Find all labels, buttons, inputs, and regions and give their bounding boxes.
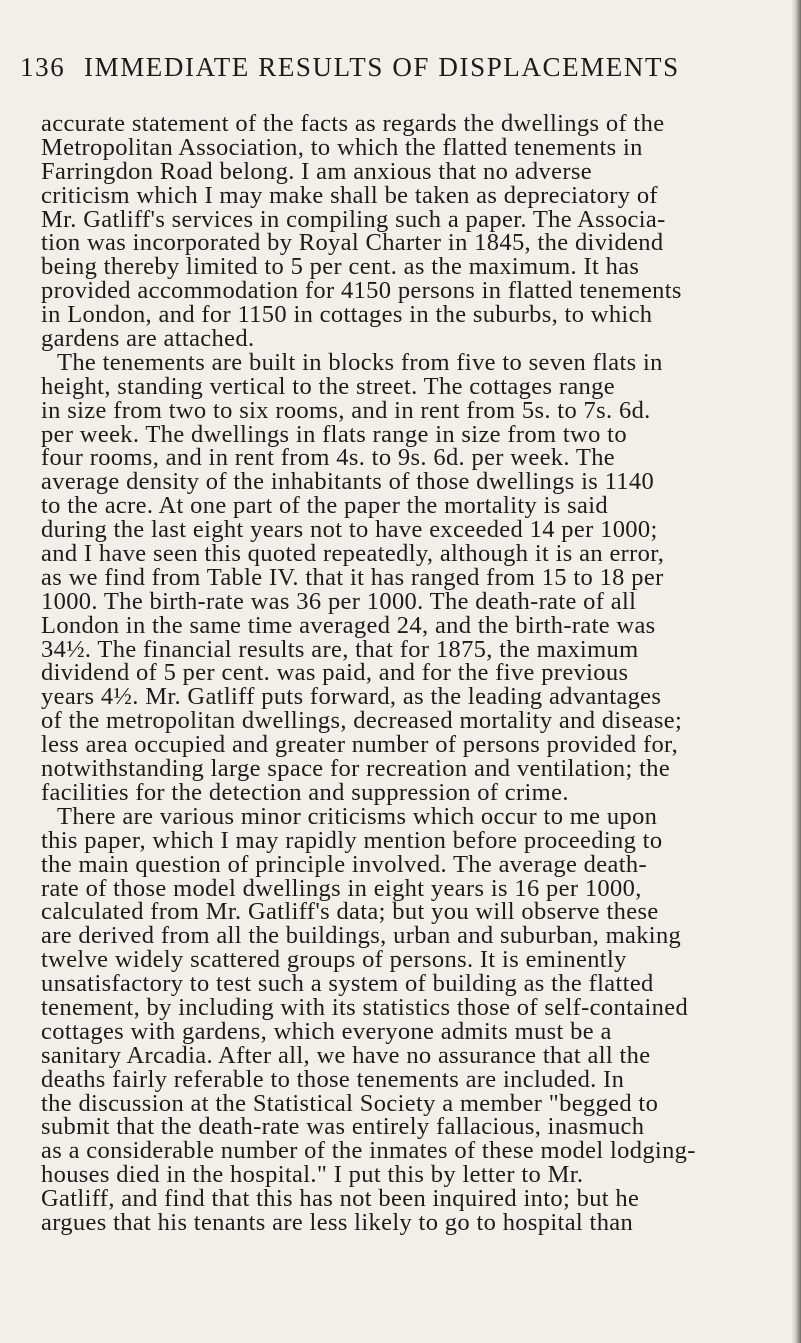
- text-line: 34½. The financial results are, that for 1875, the maximum: [41, 635, 639, 663]
- text-line: tenement, by including with its statistics those of self-contained: [41, 993, 689, 1021]
- text-line: Metropolitan Association, to which the flatted tenements in: [41, 133, 643, 161]
- text-line: this paper, which I may rapidly mention before proceeding to: [41, 826, 663, 854]
- text-line: are derived from all the buildings, urban and suburban, making: [41, 922, 682, 950]
- text-line: being thereby limited to 5 per cent. as the maximum. It has: [41, 253, 640, 281]
- body-text: [41, 112, 786, 1235]
- text-line: deaths fairly referable to those tenements are included. In: [41, 1065, 625, 1093]
- text-line: Mr. Gatliff's services in compiling such a paper. The Associa-: [41, 205, 666, 233]
- text-line: argues that his tenants are less likely to go to hospital than: [41, 1208, 634, 1236]
- text-line: London in the same time averaged 24, and the birth-rate was: [41, 611, 656, 639]
- text-line: facilities for the detection and suppression of crime.: [41, 778, 569, 806]
- text-line: calculated from Mr. Gatliff's data; but you will observe these: [41, 898, 659, 926]
- text-line: gardens are attached.: [41, 325, 255, 353]
- text-line: years 4½. Mr. Gatliff puts forward, as the leading advantages: [41, 683, 662, 711]
- text-line: height, standing vertical to the street. The cottages range: [41, 372, 615, 400]
- text-line: as a considerable number of the inmates of these model lodging-: [41, 1137, 696, 1165]
- text-line: criticism which I may make shall be taken as depreciatory of: [41, 181, 658, 209]
- text-line: There are various minor criticisms which occur to me upon: [57, 802, 658, 830]
- text-line: provided accommodation for 4150 persons in flatted tenements: [41, 277, 682, 305]
- text-line: 1000. The birth-rate was 36 per 1000. The death-rate of all: [41, 587, 637, 615]
- text-line: The tenements are built in blocks from five to seven flats in: [57, 348, 663, 376]
- text-line: accurate statement of the facts as regards the dwellings of the: [41, 110, 665, 137]
- text-line: Gatliff, and find that this has not been inquired into; but he: [41, 1185, 640, 1213]
- text-line: notwithstanding large space for recreation and ventilation; the: [41, 755, 671, 783]
- text-line: as we find from Table IV. that it has ranged from 15 to 18 per: [41, 563, 664, 591]
- text-line: four rooms, and in rent from 4s. to 9s. 6d. per week. The: [41, 444, 616, 472]
- page-header: [20, 52, 780, 92]
- text-line: and I have seen this quoted repeatedly, although it is an error,: [41, 540, 665, 568]
- text-line: houses died in the hospital." I put this by letter to Mr.: [41, 1161, 584, 1189]
- text-line: during the last eight years not to have exceeded 14 per 1000;: [41, 516, 658, 544]
- text-line: rate of those model dwellings in eight years is 16 per 1000,: [41, 874, 642, 902]
- text-line: submit that the death-rate was entirely fallacious, inasmuch: [41, 1113, 645, 1141]
- text-line: less area occupied and greater number of persons provided for,: [41, 731, 679, 759]
- text-line: the main question of principle involved. The average death-: [41, 850, 647, 878]
- running-title: IMMEDIATE RESULTS OF DISPLACEMENTS: [84, 52, 680, 82]
- text-line: dividend of 5 per cent. was paid, and for the five previous: [41, 659, 629, 687]
- text-line: of the metropolitan dwellings, decreased mortality and disease;: [41, 707, 683, 735]
- page-edge-shadow: [792, 0, 801, 1343]
- paragraph-2: [41, 348, 786, 806]
- text-line: sanitary Arcadia. After all, we have no assurance that all the: [41, 1041, 651, 1069]
- page-number: 136: [20, 52, 66, 82]
- paragraph-1: [41, 112, 786, 351]
- text-line: unsatisfactory to test such a system of building as the flatted: [41, 970, 654, 998]
- text-line: cottages with gardens, which everyone admits must be a: [41, 1017, 612, 1045]
- text-line: in size from two to six rooms, and in rent from 5s. to 7s. 6d.: [41, 396, 651, 424]
- text-line: the discussion at the Statistical Society a member "begged to: [41, 1089, 659, 1117]
- text-line: per week. The dwellings in flats range in size from two to: [41, 420, 627, 448]
- text-line: tion was incorporated by Royal Charter in 1845, the dividend: [41, 229, 664, 257]
- paragraph-3: [41, 802, 786, 1236]
- text-line: Farringdon Road belong. I am anxious that no adverse: [41, 157, 592, 185]
- text-line: to the acre. At one part of the paper the mortality is said: [41, 492, 608, 520]
- text-line: in London, and for 1150 in cottages in the suburbs, to which: [41, 301, 653, 329]
- text-line: twelve widely scattered groups of persons. It is eminently: [41, 946, 627, 974]
- text-line: average density of the inhabitants of those dwellings is 1140: [41, 468, 655, 496]
